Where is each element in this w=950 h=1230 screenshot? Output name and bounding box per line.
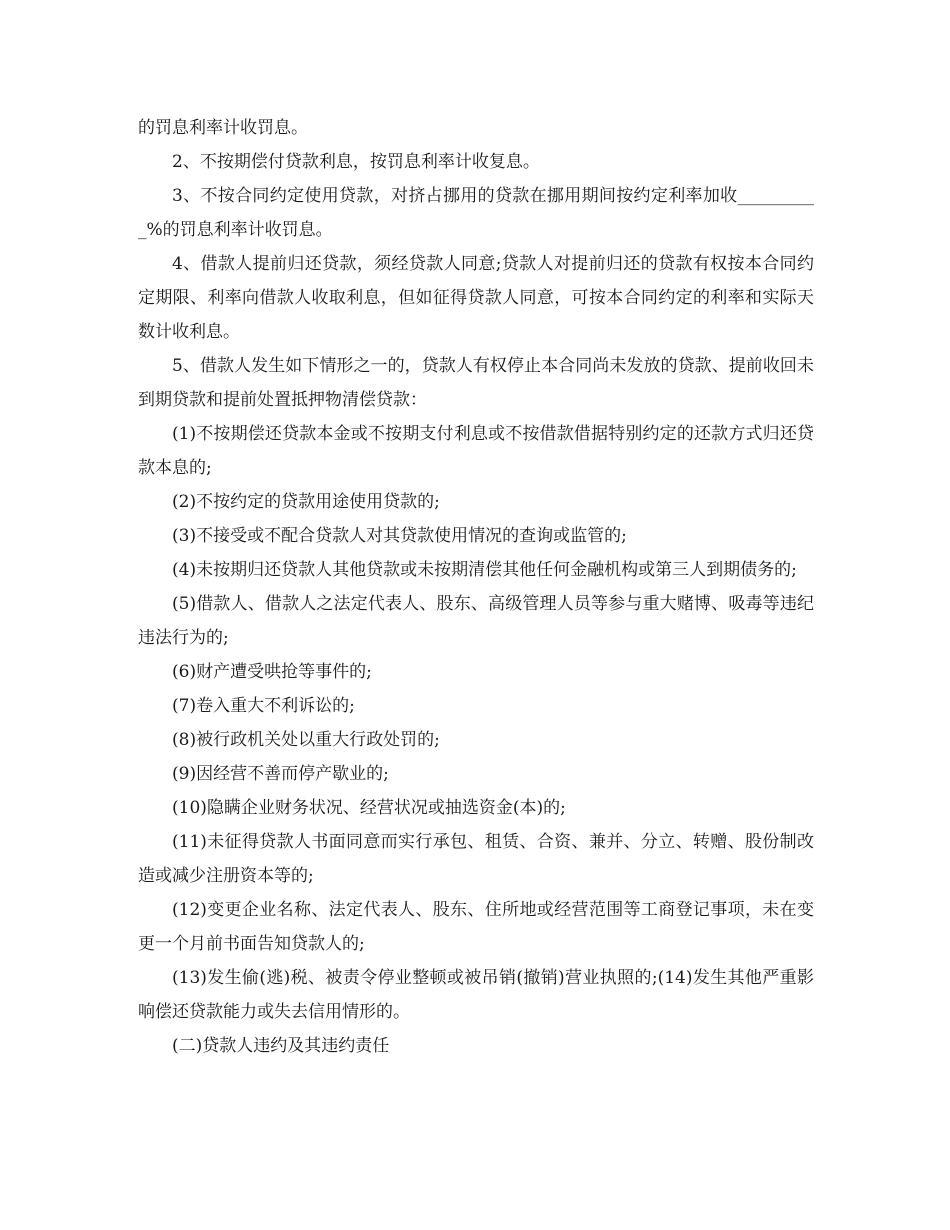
- list-item-10: (10)隐瞒企业财务状况、经营状况或抽选资金(本)的;: [172, 798, 566, 818]
- list-item-5: (5)借款人、借款人之法定代表人、股东、高级管理人员等参与重大赌博、吸毒等违纪违法行为的;: [138, 594, 814, 648]
- list-item-8: (8)被行政机关处以重大行政处罚的;: [172, 730, 440, 750]
- list-item-12: (12)变更企业名称、法定代表人、股东、住所地或经营范围等工商登记事项，未在变更一个月前书面告知贷款人的;: [138, 900, 814, 954]
- list-item-9: (9)因经营不善而停产歇业的;: [172, 764, 389, 784]
- list-item-13-14: (13)发生偷(逃)税、被责令停业整顿或被吊销(撤销)营业执照的;(14)发生其他严重影响偿还贷款能力或失去信用情形的。: [138, 968, 814, 1022]
- list-item-6: (6)财产遭受哄抢等事件的;: [172, 662, 372, 682]
- document-body: [138, 111, 814, 1063]
- paragraph-2: 3、不按合同约定使用贷款，对挤占挪用的贷款在挪用期间按约定利率加收__________%的罚息利率计收罚息。: [138, 186, 814, 240]
- paragraph-4: 5、借款人发生如下情形之一的，贷款人有权停止本合同尚未发放的贷款、提前收回未到期贷款和提前处置抵押物清偿贷款：: [138, 356, 814, 410]
- list-item-3: (3)不接受或不配合贷款人对其贷款使用情况的查询或监管的;: [172, 526, 627, 546]
- list-item-4: (4)未按期归还贷款人其他贷款或未按期清偿其他任何金融机构或第三人到期债务的;: [172, 560, 797, 580]
- list-item-11: (11)未征得贷款人书面同意而实行承包、租赁、合资、兼并、分立、转赠、股份制改造或减少注册资本等的;: [138, 832, 814, 886]
- paragraph-0: 的罚息利率计收罚息。: [138, 118, 308, 138]
- paragraph-3: 4、借款人提前归还贷款，须经贷款人同意;贷款人对提前归还的贷款有权按本合同约定期限、利率向借款人收取利息，但如征得贷款人同意，可按本合同约定的利率和实际天数计收利息。: [138, 254, 814, 342]
- list-item-7: (7)卷入重大不利诉讼的;: [172, 696, 355, 716]
- list-item-2: (2)不按约定的贷款用途使用贷款的;: [172, 492, 440, 512]
- paragraph-1: 2、不按期偿付贷款利息，按罚息利率计收复息。: [172, 152, 540, 172]
- list-item-1: (1)不按期偿还贷款本金或不按期支付利息或不按借款借据特别约定的还款方式归还贷款本息的;: [138, 424, 814, 478]
- section-heading: (二)贷款人违约及其违约责任: [172, 1036, 390, 1056]
